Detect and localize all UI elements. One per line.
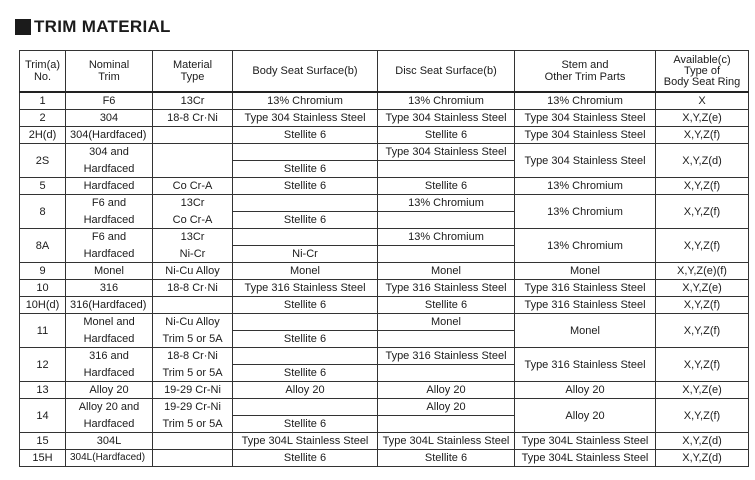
- header-trim-no: Trim(a) No.: [20, 51, 66, 93]
- nominal-trim: 304(Hardfaced): [66, 127, 153, 144]
- material-type: [153, 297, 233, 314]
- available-type: X,Y,Z(e)(f): [656, 263, 749, 280]
- body-seat: [233, 144, 378, 161]
- table-row: [20, 450, 749, 467]
- material-type: [153, 433, 233, 450]
- table-row: [20, 263, 749, 280]
- disc-seat: Type 304 Stainless Steel: [378, 110, 515, 127]
- nominal-trim: 316(Hardfaced): [66, 297, 153, 314]
- available-type: X,Y,Z(d): [656, 144, 749, 178]
- header-material-type: Material Type: [153, 51, 233, 93]
- trim-no: 10: [20, 280, 66, 297]
- title-text: TRIM MATERIAL: [34, 17, 171, 36]
- nominal-trim: F6 and: [66, 195, 153, 212]
- material-type: [153, 127, 233, 144]
- available-type: X,Y,Z(e): [656, 110, 749, 127]
- table-row: [20, 178, 749, 195]
- table-row: [20, 195, 749, 212]
- disc-seat: 13% Chromium: [378, 92, 515, 110]
- available-type: X,Y,Z(f): [656, 229, 749, 263]
- trim-no: 5: [20, 178, 66, 195]
- material-type: Ni-Cr: [153, 246, 233, 263]
- trim-no: 8: [20, 195, 66, 229]
- material-type: 18-8 Cr·Ni: [153, 110, 233, 127]
- disc-seat: Type 316 Stainless Steel: [378, 348, 515, 365]
- material-type: 13Cr: [153, 229, 233, 246]
- disc-seat: 13% Chromium: [378, 195, 515, 212]
- disc-seat: Alloy 20: [378, 382, 515, 399]
- material-type: 13Cr: [153, 195, 233, 212]
- stem-parts: 13% Chromium: [515, 178, 656, 195]
- material-type: Trim 5 or 5A: [153, 416, 233, 433]
- nominal-trim: Hardfaced: [66, 178, 153, 195]
- header-available: Available(c) Type of Body Seat Ring: [656, 51, 749, 93]
- table-row: [20, 127, 749, 144]
- table-row: [20, 399, 749, 416]
- material-type: [153, 450, 233, 467]
- material-type: 19-29 Cr-Ni: [153, 382, 233, 399]
- disc-seat: Type 316 Stainless Steel: [378, 280, 515, 297]
- material-type: [153, 144, 233, 161]
- body-seat: Stellite 6: [233, 331, 378, 348]
- nominal-trim: Alloy 20: [66, 382, 153, 399]
- stem-parts: Type 304 Stainless Steel: [515, 110, 656, 127]
- body-seat: Stellite 6: [233, 127, 378, 144]
- trim-no: 2: [20, 110, 66, 127]
- trim-no: 9: [20, 263, 66, 280]
- available-type: X,Y,Z(f): [656, 178, 749, 195]
- nominal-trim: 316 and: [66, 348, 153, 365]
- disc-seat: [378, 416, 515, 433]
- material-type: 13Cr: [153, 92, 233, 110]
- nominal-trim: 304 and: [66, 144, 153, 161]
- table-row: [20, 280, 749, 297]
- nominal-trim: Monel: [66, 263, 153, 280]
- stem-parts: Type 316 Stainless Steel: [515, 297, 656, 314]
- body-seat: Type 304L Stainless Steel: [233, 433, 378, 450]
- document-title: [15, 16, 171, 38]
- body-seat: Stellite 6: [233, 178, 378, 195]
- disc-seat: [378, 212, 515, 229]
- body-seat: [233, 348, 378, 365]
- body-seat: Stellite 6: [233, 416, 378, 433]
- trim-no: 15H: [20, 450, 66, 467]
- trim-no: 2H(d): [20, 127, 66, 144]
- disc-seat: Monel: [378, 314, 515, 331]
- body-seat: [233, 399, 378, 416]
- body-seat: Stellite 6: [233, 212, 378, 229]
- table-row: [20, 314, 749, 331]
- nominal-trim: Hardfaced: [66, 416, 153, 433]
- material-type: 19-29 Cr-Ni: [153, 399, 233, 416]
- nominal-trim: F6 and: [66, 229, 153, 246]
- table-row: [20, 229, 749, 246]
- stem-parts: Type 304L Stainless Steel: [515, 433, 656, 450]
- stem-parts: Type 304 Stainless Steel: [515, 127, 656, 144]
- stem-parts: Type 316 Stainless Steel: [515, 280, 656, 297]
- body-seat: Ni-Cr: [233, 246, 378, 263]
- disc-seat: [378, 246, 515, 263]
- body-seat: Type 304 Stainless Steel: [233, 110, 378, 127]
- disc-seat: 13% Chromium: [378, 229, 515, 246]
- trim-no: 13: [20, 382, 66, 399]
- material-type: Co Cr-A: [153, 178, 233, 195]
- disc-seat: Type 304L Stainless Steel: [378, 433, 515, 450]
- stem-parts: 13% Chromium: [515, 195, 656, 229]
- nominal-trim: Hardfaced: [66, 246, 153, 263]
- table-row: [20, 297, 749, 314]
- body-seat: [233, 195, 378, 212]
- stem-parts: Monel: [515, 263, 656, 280]
- header-disc-seat: Disc Seat Surface(b): [378, 51, 515, 93]
- disc-seat: [378, 331, 515, 348]
- available-type: X,Y,Z(d): [656, 450, 749, 467]
- stem-parts: 13% Chromium: [515, 229, 656, 263]
- body-seat: Stellite 6: [233, 450, 378, 467]
- stem-parts: Alloy 20: [515, 399, 656, 433]
- nominal-trim: Hardfaced: [66, 161, 153, 178]
- body-seat: Alloy 20: [233, 382, 378, 399]
- nominal-trim: Hardfaced: [66, 212, 153, 229]
- material-type: 18-8 Cr·Ni: [153, 280, 233, 297]
- available-type: X: [656, 92, 749, 110]
- available-type: X,Y,Z(d): [656, 433, 749, 450]
- nominal-trim: Hardfaced: [66, 365, 153, 382]
- table-row: [20, 433, 749, 450]
- title-square-icon: [15, 19, 31, 35]
- trim-no: 1: [20, 92, 66, 110]
- stem-parts: 13% Chromium: [515, 92, 656, 110]
- disc-seat: Alloy 20: [378, 399, 515, 416]
- body-seat: [233, 314, 378, 331]
- available-type: X,Y,Z(f): [656, 195, 749, 229]
- trim-no: 12: [20, 348, 66, 382]
- body-seat: Stellite 6: [233, 297, 378, 314]
- material-type: Trim 5 or 5A: [153, 365, 233, 382]
- material-type: Co Cr-A: [153, 212, 233, 229]
- body-seat: 13% Chromium: [233, 92, 378, 110]
- table-row: [20, 348, 749, 365]
- stem-parts: Alloy 20: [515, 382, 656, 399]
- trim-no: 11: [20, 314, 66, 348]
- nominal-trim: F6: [66, 92, 153, 110]
- trim-no: 15: [20, 433, 66, 450]
- material-type: Ni-Cu Alloy: [153, 263, 233, 280]
- nominal-trim: 316: [66, 280, 153, 297]
- nominal-trim: 304L(Hardfaced): [66, 450, 153, 467]
- body-seat: Stellite 6: [233, 161, 378, 178]
- available-type: X,Y,Z(f): [656, 314, 749, 348]
- stem-parts: Monel: [515, 314, 656, 348]
- nominal-trim: 304: [66, 110, 153, 127]
- trim-no: 2S: [20, 144, 66, 178]
- table-row: [20, 382, 749, 399]
- available-type: X,Y,Z(f): [656, 399, 749, 433]
- nominal-trim: Hardfaced: [66, 331, 153, 348]
- available-type: X,Y,Z(f): [656, 127, 749, 144]
- disc-seat: Stellite 6: [378, 450, 515, 467]
- available-type: X,Y,Z(f): [656, 348, 749, 382]
- table-row: [20, 110, 749, 127]
- trim-no: 14: [20, 399, 66, 433]
- disc-seat: [378, 161, 515, 178]
- trim-no: 8A: [20, 229, 66, 263]
- body-seat: Type 316 Stainless Steel: [233, 280, 378, 297]
- nominal-trim: Alloy 20 and: [66, 399, 153, 416]
- header-row: [20, 51, 749, 93]
- disc-seat: Stellite 6: [378, 297, 515, 314]
- header-stem: Stem and Other Trim Parts: [515, 51, 656, 93]
- material-type: 18-8 Cr·Ni: [153, 348, 233, 365]
- table-row: [20, 144, 749, 161]
- header-nominal-trim: Nominal Trim: [66, 51, 153, 93]
- disc-seat: [378, 365, 515, 382]
- trim-material-table: [19, 50, 749, 467]
- stem-parts: Type 304 Stainless Steel: [515, 144, 656, 178]
- stem-parts: Type 316 Stainless Steel: [515, 348, 656, 382]
- disc-seat: Stellite 6: [378, 178, 515, 195]
- trim-no: 10H(d): [20, 297, 66, 314]
- available-type: X,Y,Z(f): [656, 297, 749, 314]
- available-type: X,Y,Z(e): [656, 382, 749, 399]
- material-type: [153, 161, 233, 178]
- disc-seat: Type 304 Stainless Steel: [378, 144, 515, 161]
- disc-seat: Stellite 6: [378, 127, 515, 144]
- available-type: X,Y,Z(e): [656, 280, 749, 297]
- material-type: Trim 5 or 5A: [153, 331, 233, 348]
- nominal-trim: Monel and: [66, 314, 153, 331]
- disc-seat: Monel: [378, 263, 515, 280]
- material-type: Ni-Cu Alloy: [153, 314, 233, 331]
- body-seat: [233, 229, 378, 246]
- table-row: [20, 92, 749, 110]
- header-body-seat: Body Seat Surface(b): [233, 51, 378, 93]
- body-seat: Monel: [233, 263, 378, 280]
- stem-parts: Type 304L Stainless Steel: [515, 450, 656, 467]
- nominal-trim: 304L: [66, 433, 153, 450]
- body-seat: Stellite 6: [233, 365, 378, 382]
